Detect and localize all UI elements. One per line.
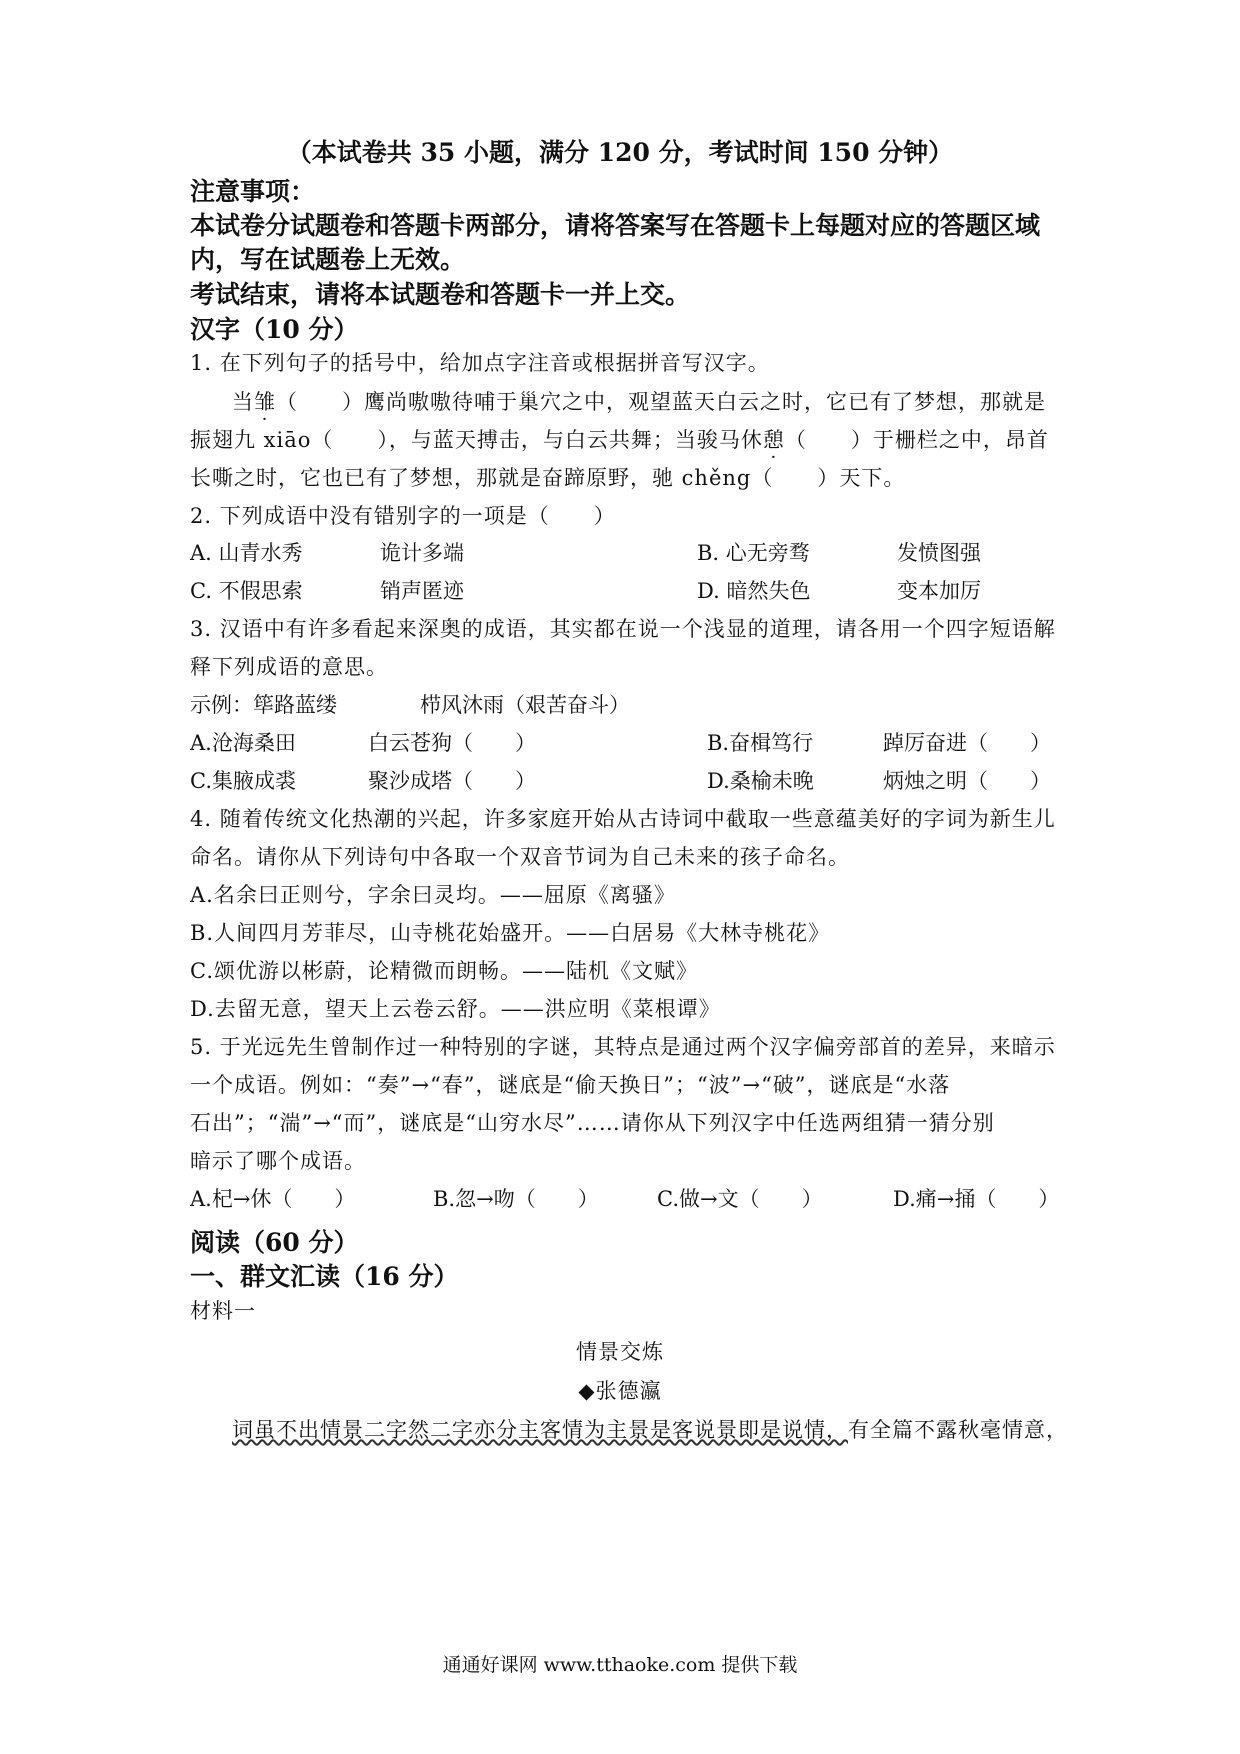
q1-line-3: 长嘶之时，它也已有了梦想，那就是奋蹄原野，驰 chěng（ ）天下。 (190, 466, 906, 490)
article-title: 情景交炼 (576, 1340, 664, 1364)
q2-option-a: A. 山青水秀 (190, 541, 303, 565)
material-label: 材料一 (190, 1299, 256, 1323)
q3-option-d-2: 炳烛之明（ ） (883, 769, 1051, 793)
q2-option-c: C. 不假思索 (190, 579, 303, 603)
q5-option-d: D.痛→捅（ ） (893, 1187, 1060, 1211)
q5-option-b: B.忽→吻（ ） (433, 1187, 599, 1211)
q1-line-2-a: 振翅九 xiāo（ ），与蓝天搏击，与白云共舞；当骏马休 (190, 428, 763, 452)
article-author: ◆张德瀛 (578, 1379, 662, 1403)
q5-line-4: 暗示了哪个成语。 (190, 1149, 366, 1173)
q1-line-1-b: （ ）鹰尚嗷嗷待哺于巢穴之中，观望蓝天白云之时，它已有了梦想，那就是 (276, 390, 1046, 414)
notice-line-1b: 内，写在试题卷上无效。 (190, 245, 466, 274)
q2-option-d-2: 变本加厉 (897, 579, 981, 603)
q3-stem-a: 3. 汉语中有许多看起来深奥的成语，其实都在说一个浅显的道理，请各用一个四字短语解 (190, 617, 1056, 641)
underlined-passage: 词虽不出情景二字然二字亦分主客情为主景是客说景即是说情， (232, 1418, 848, 1442)
q4-stem-b: 命名。请你从下列诗句中各取一个双音节词为自己未来的孩子命名。 (190, 845, 850, 869)
q5-line-2: 一个成语。例如：“奏”→“春”，谜底是“偷天换日”；“波”→“破”，谜底是“水落 (190, 1073, 951, 1097)
q3-option-c-2: 聚沙成塔（ ） (368, 769, 536, 793)
q1-line-2-b: （ ）于栅栏之中，昂首 (784, 428, 1049, 452)
q3-option-a: A.沧海桑田 (190, 731, 296, 755)
q4-option-d: D.去留无意，望天上云卷云舒。——洪应明《菜根谭》 (190, 997, 721, 1021)
passage-rest: 有全篇不露秋毫情意， (848, 1418, 1068, 1442)
section-title-hanzi: 汉字（10 分） (190, 315, 359, 344)
q3-option-c: C.集腋成裘 (190, 769, 296, 793)
notice-line-1a: 本试卷分试题卷和答题卡两部分，请将答案写在答题卡上每题对应的答题区域 (190, 211, 1041, 240)
notice-title: 注意事项： (190, 177, 316, 206)
q2-stem: 2. 下列成语中没有错别字的一项是（ ） (190, 504, 616, 528)
q1-line-1-a: 当 (232, 390, 254, 414)
q2-option-a-2: 诡计多端 (380, 541, 464, 565)
section-title-reading: 阅读（60 分） (190, 1228, 359, 1257)
q4-option-c: C.颂优游以彬蔚，论精微而朗畅。——陆机《文赋》 (190, 959, 698, 983)
q1-dotted-char-2: 憩 (762, 428, 785, 452)
q3-example-a: 示例：筚路蓝缕 (190, 693, 337, 717)
q2-option-d: D. 暗然失色 (697, 579, 811, 603)
q1-dotted-char-1: 雏 (254, 390, 276, 414)
q5-option-a: A.杞→休（ ） (190, 1187, 356, 1211)
q4-option-a: A.名余曰正则兮，字余曰灵均。——屈原《离骚》 (190, 883, 676, 907)
q3-option-b-2: 踔厉奋进（ ） (883, 731, 1051, 755)
q3-option-d: D.桑榆未晚 (707, 769, 814, 793)
notice-line-2: 考试结束，请将本试题卷和答题卡一并上交。 (190, 280, 691, 309)
q3-stem-b: 释下列成语的意思。 (190, 655, 388, 679)
q3-option-b: B.奋楫笃行 (707, 731, 814, 755)
q1-line-1 (232, 386, 1046, 416)
q2-option-b-2: 发愤图强 (897, 541, 981, 565)
footer-source: 通通好课网 www.tthaoke.com 提供下载 (442, 1654, 798, 1676)
q5-line-1: 5. 于光远先生曾制作过一种特别的字谜，其特点是通过两个汉字偏旁部首的差异，来暗示 (190, 1035, 1056, 1059)
q4-option-b: B.人间四月芳菲尽，山寺桃花始盛开。——白居易《大林寺桃花》 (190, 921, 831, 945)
q2-option-c-2: 销声匿迹 (380, 579, 464, 603)
q1-line-2 (190, 424, 1049, 454)
q3-example-b: 栉风沐雨（艰苦奋斗） (420, 693, 630, 717)
q2-option-b: B. 心无旁骛 (697, 541, 810, 565)
q5-option-c: C.做→文（ ） (657, 1187, 823, 1211)
exam-info: （本试卷共 35 小题，满分 120 分，考试时间 150 分钟） (286, 138, 954, 167)
q5-line-3: 石出”；“湍”→“而”，谜底是“山穷水尽”……请你从下列汉字中任选两组猜一猜分别 (190, 1111, 995, 1135)
q1-stem: 1. 在下列句子的括号中，给加点字注音或根据拼音写汉字。 (190, 351, 770, 375)
q4-stem-a: 4. 随着传统文化热潮的兴起，许多家庭开始从古诗词中截取一些意蕴美好的字词为新生儿 (190, 807, 1056, 831)
q3-option-a-2: 白云苍狗（ ） (368, 731, 536, 755)
reading-subtitle: 一、群文汇读（16 分） (190, 1262, 459, 1291)
article-first-line (232, 1414, 1068, 1444)
